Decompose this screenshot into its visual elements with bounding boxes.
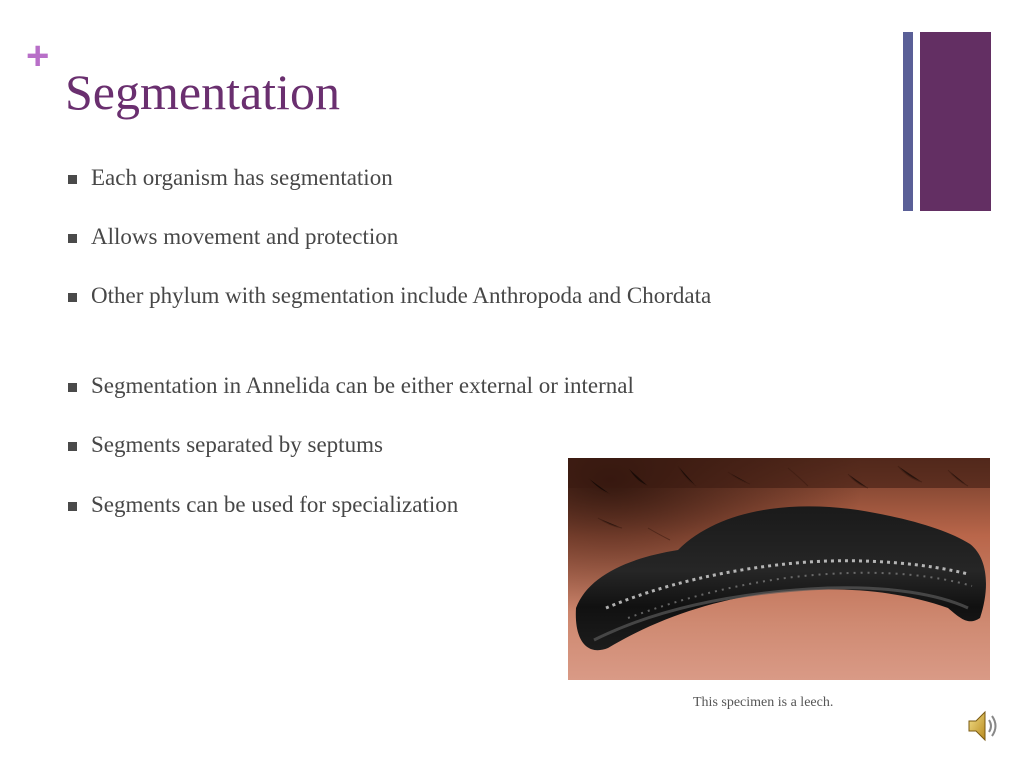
bullet-square-icon (68, 234, 77, 243)
slide-title: Segmentation (65, 64, 340, 120)
bullet-text: Segments separated by septums (91, 432, 383, 457)
bullet-text: Other phylum with segmentation include Anthropoda and Chordata (91, 283, 712, 308)
accent-bar-thin (903, 32, 913, 211)
plus-icon: + (26, 34, 50, 78)
bullet-square-icon (68, 383, 77, 392)
bullet-item (68, 163, 808, 193)
bullet-text: Each organism has segmentation (91, 165, 393, 190)
bullet-item (68, 430, 808, 460)
leech-photo (568, 458, 990, 680)
bullet-square-icon (68, 442, 77, 451)
bullet-item (68, 371, 808, 401)
speaker-icon[interactable] (966, 708, 1000, 744)
bullet-square-icon (68, 502, 77, 511)
bullet-square-icon (68, 175, 77, 184)
accent-bar-thick (920, 32, 991, 211)
bullet-item (68, 222, 808, 252)
bullet-text: Allows movement and protection (91, 224, 399, 249)
bullet-item (68, 281, 808, 311)
bullet-text: Segments can be used for specialization (91, 492, 459, 517)
bullet-text: Segmentation in Annelida can be either external or internal (91, 373, 634, 398)
bullet-square-icon (68, 293, 77, 302)
photo-caption: This specimen is a leech. (693, 695, 834, 710)
